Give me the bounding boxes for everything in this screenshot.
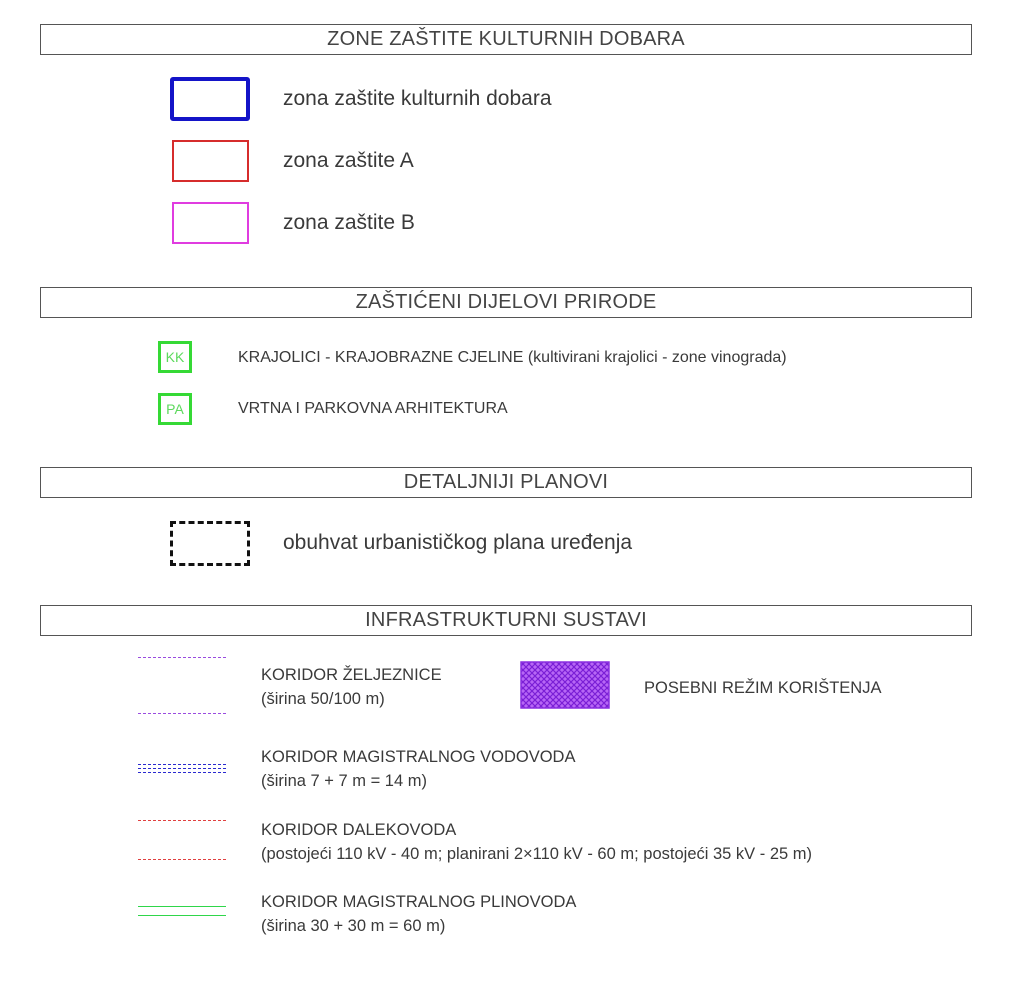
legend-line-water-2: [138, 768, 226, 769]
section-header-protected-nature: ZAŠTIĆENI DIJELOVI PRIRODE: [40, 287, 972, 318]
legend-line-gas-top: [138, 906, 226, 907]
legend-label-landscape: KRAJOLICI - KRAJOBRAZNE CJELINE (kultivirani krajolici - zone vinograda): [238, 349, 787, 366]
legend-label-gas-detail: (širina 30 + 30 m = 60 m): [261, 917, 446, 935]
legend-line-power-top: [138, 820, 226, 821]
legend-swatch-zone-a: [172, 140, 249, 182]
legend-label-water: [261, 745, 575, 793]
legend-label-zone-a: zona zaštite A: [283, 149, 414, 172]
legend-label-railway-name: KORIDOR ŽELJEZNICE: [261, 666, 442, 684]
legend-label-gas: [261, 890, 576, 938]
section-header-cultural-heritage: ZONE ZAŠTITE KULTURNIH DOBARA: [40, 24, 972, 55]
legend-label-heritage-zone: zona zaštite kulturnih dobara: [283, 87, 552, 110]
legend-label-water-detail: (širina 7 + 7 m = 14 m): [261, 772, 427, 790]
legend-label-water-name: KORIDOR MAGISTRALNOG VODOVODA: [261, 748, 576, 766]
legend-line-gas-bottom: [138, 915, 226, 916]
legend-label-gas-name: KORIDOR MAGISTRALNOG PLINOVODA: [261, 893, 577, 911]
legend-line-water-3: [138, 772, 226, 773]
legend-swatch-urban-plan: [170, 521, 250, 566]
legend-swatch-zone-b: [172, 202, 249, 244]
legend-label-park-architecture: VRTNA I PARKOVNA ARHITEKTURA: [238, 400, 508, 417]
legend-label-railway-detail: (širina 50/100 m): [261, 690, 385, 708]
section-header-infrastructure: INFRASTRUKTURNI SUSTAVI: [40, 605, 972, 636]
legend-label-zone-b: zona zaštite B: [283, 211, 415, 234]
legend-line-power-bottom: [138, 859, 226, 860]
legend-line-railway-bottom: [138, 713, 226, 714]
legend-line-railway-top: [138, 657, 226, 658]
section-header-detailed-plans: DETALJNIJI PLANOVI: [40, 467, 972, 498]
legend-label-power: [261, 818, 812, 866]
legend-label-railway: [261, 663, 442, 711]
legend-label-power-name: KORIDOR DALEKOVODA: [261, 821, 457, 839]
legend-label-urban-plan: obuhvat urbanističkog plana uređenja: [283, 531, 633, 554]
legend-label-power-detail: (postojeći 110 kV - 40 m; planirani 2×110 kV - 60 m; postojeći 35 kV - 25 m): [261, 845, 813, 863]
legend-line-water-1: [138, 764, 226, 765]
legend-code-pa: PA: [158, 393, 192, 425]
legend-label-special-regime: POSEBNI REŽIM KORIŠTENJA: [644, 679, 882, 697]
legend-swatch-heritage-zone: [170, 77, 250, 121]
legend-swatch-special-regime: [520, 661, 610, 709]
legend-code-kk: KK: [158, 341, 192, 373]
